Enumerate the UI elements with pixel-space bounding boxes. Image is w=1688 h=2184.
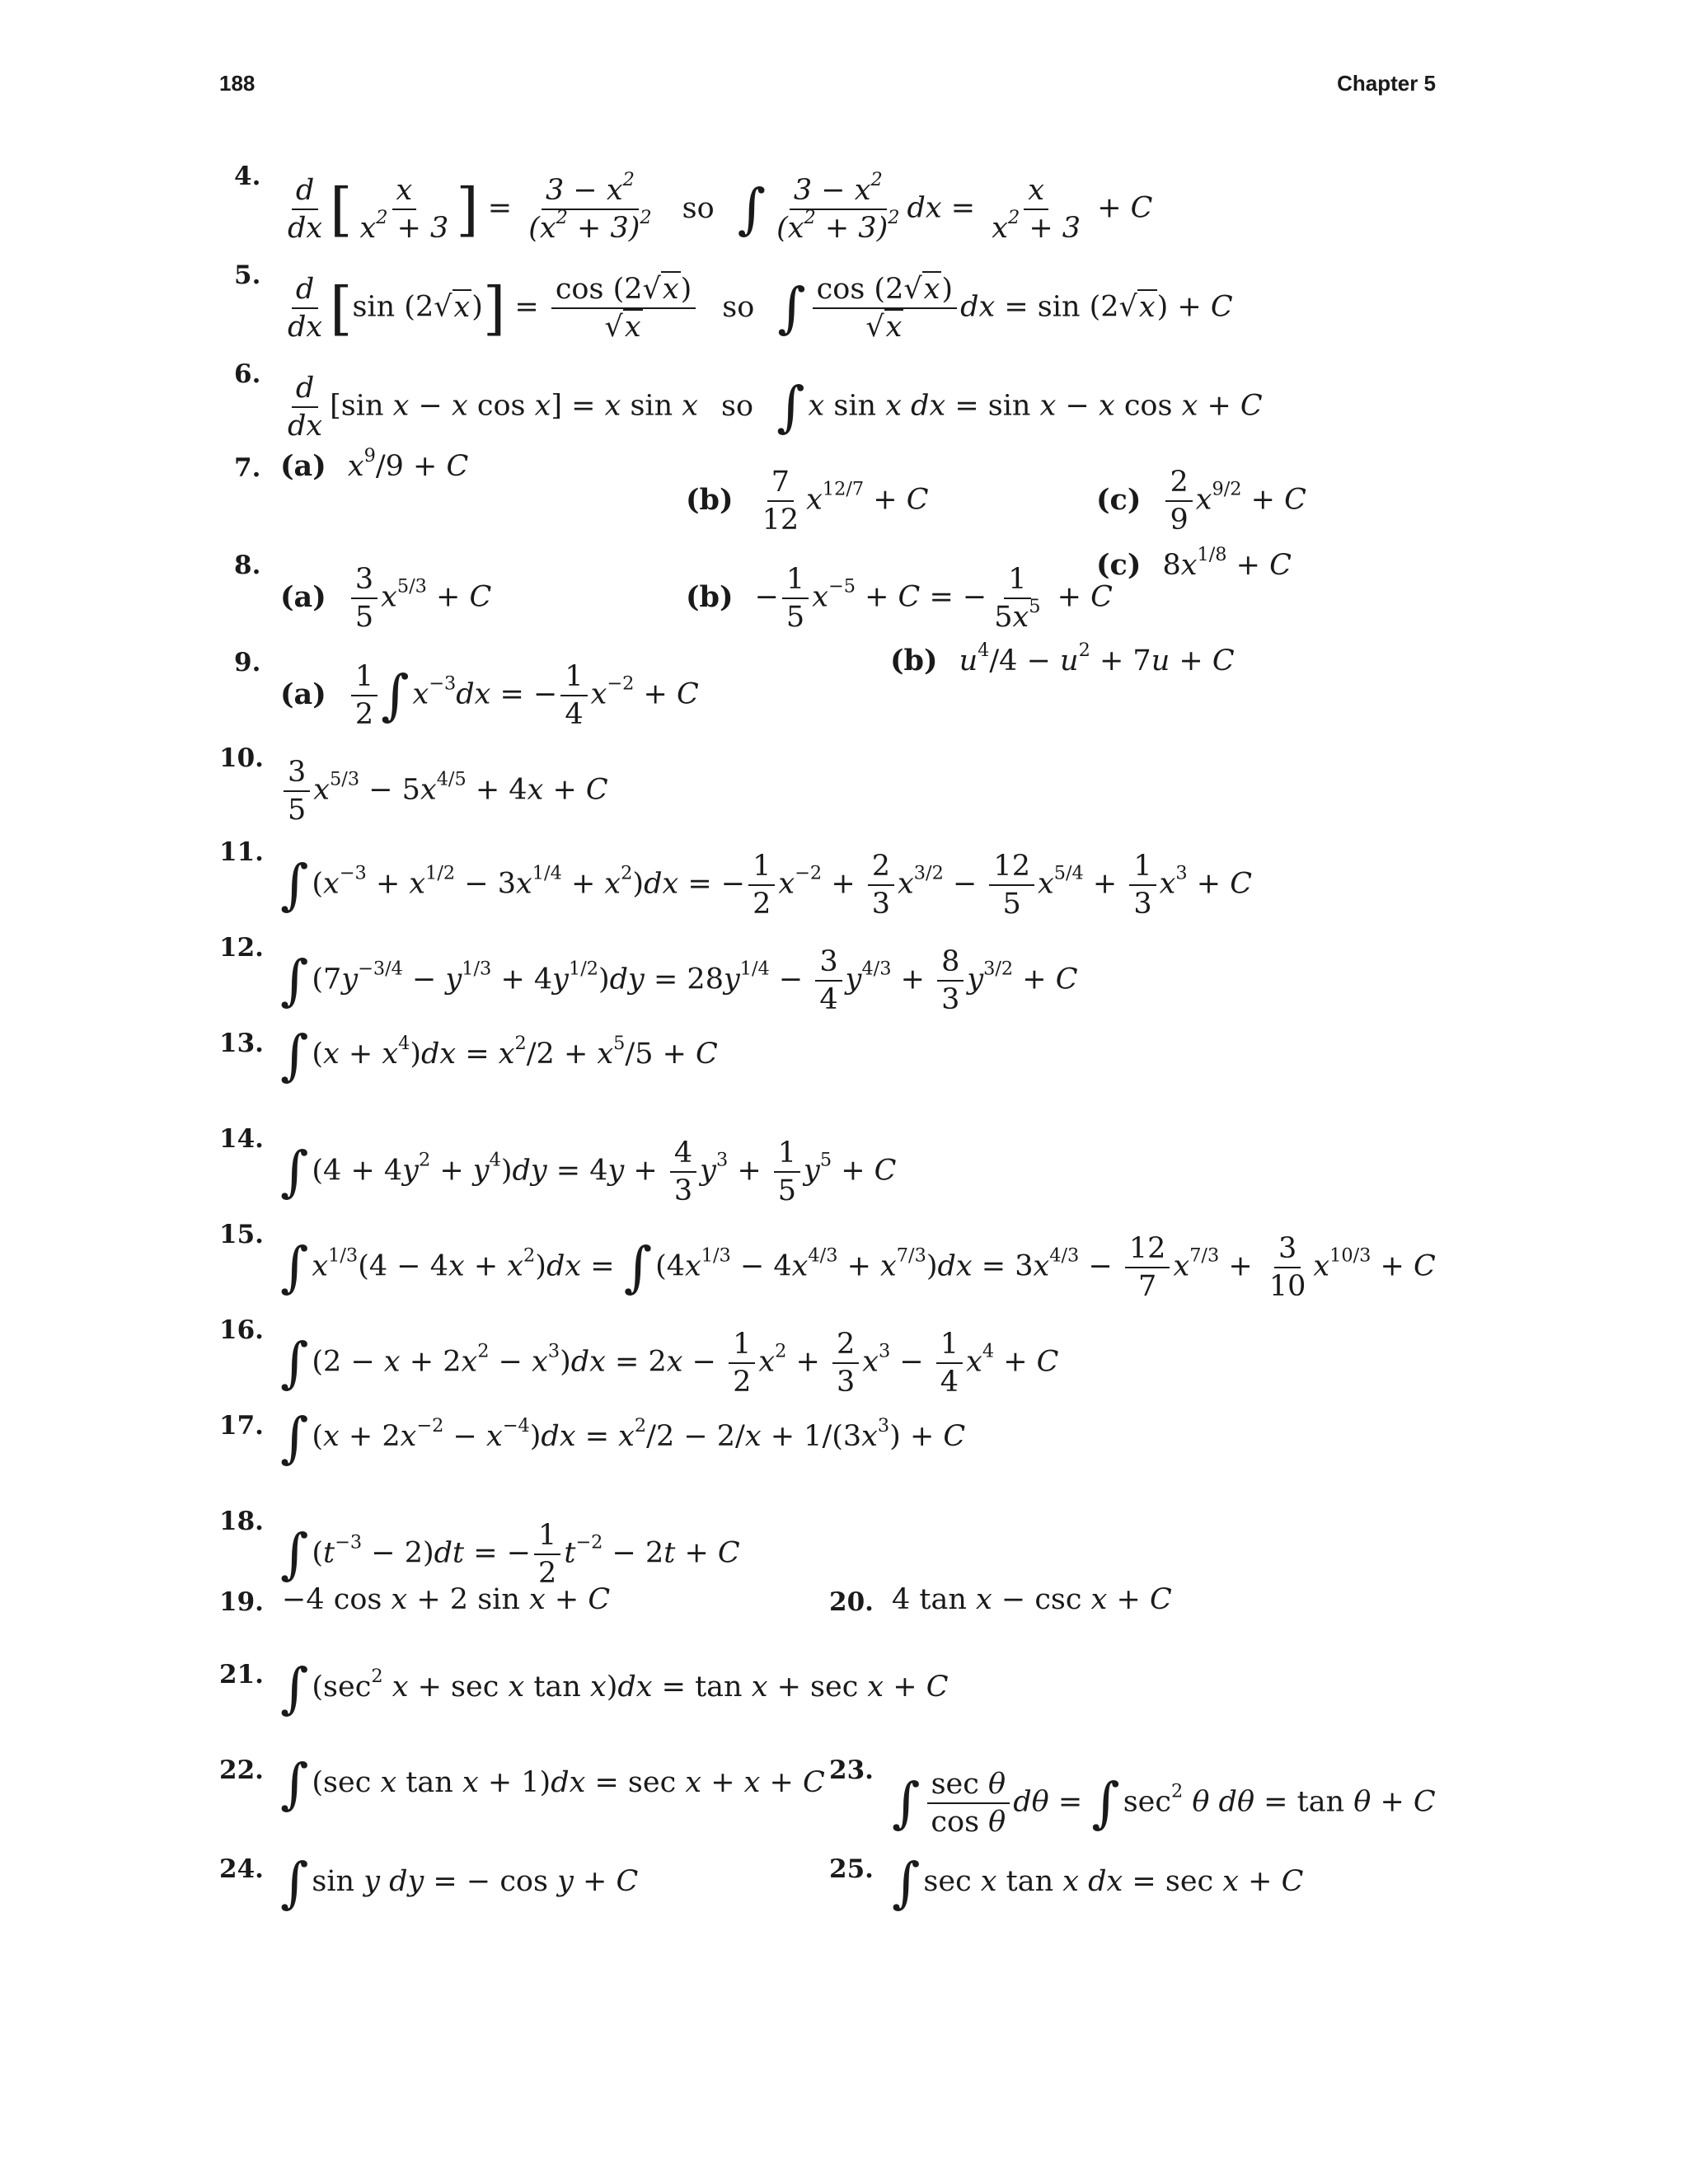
problem-15-answer: ∫ $x^{1/3}(4 - 4x + x^2)dx$ = ∫ $(4x^{1/3} - 4x^{4/3} + x^{7/3})dx = 3x^{4/3}$ − $\frac{12}{7}$ $x^{7/3}$ + $\frac{3}{10}$ $x^{10/3} + C$ bbox=[280, 1232, 1436, 1303]
problem-4-answer: $\frac{d}{dx}$ [ $\frac{x}{x^2 + 3}$ ] = $\frac{3 - x^2}{(x^2 + 3)^2}$ so ∫ $\frac{3 - x^2}{(x^2 + 3)^2}$ dx = $\frac{x}{x^2 + 3}$ + C bbox=[288, 169, 1153, 245]
problem-10-answer: $\frac{3}{5}$ $x^{5/3} - 5x^{4/5} + 4x + C$ bbox=[280, 757, 608, 826]
problem-5-answer: $\frac{d}{dx}$ [sin (2√x)] = $\frac{\cos (2√x)}{√x}$ so ∫ $\frac{\cos (2√x)}{√x}$ dx = sin (2√x) + C bbox=[288, 273, 1233, 344]
so-word: so bbox=[722, 290, 755, 324]
problem-11-answer: ∫ $(x^{-3} + x^{1/2} - 3x^{1/4} + x^2)dx$ = − $\frac{1}{2}$ $x^{-2}$ + $\frac{2}{3}$ $x^{3/2}$ − $\frac{12}{5}$ $x^{5/4}$ + $\frac{1}{3}$ $x^3 + C$ bbox=[280, 850, 1252, 921]
problem-17-answer: ∫ $(x + 2x^{-2} - x^{-4})dx = x^2/2 - 2/x + 1/(3x^3) + C$ bbox=[280, 1405, 966, 1469]
problem-21-answer: ∫ ($\sec^2$ x + sec x tan x)dx = tan x + sec x + C bbox=[280, 1656, 949, 1720]
problem-6-answer: $\frac{d}{dx}$ [sin x − x cos x] = x sin x so ∫ x sin x dx = sin x − x cos x + C bbox=[288, 372, 1263, 443]
problem-7a: (a) $x^9/9 + C$ bbox=[280, 445, 469, 483]
problem-7b: (b) $\frac{7}{12}$ $x^{12/7} + C$ bbox=[686, 466, 929, 537]
problem-5-number: 5. bbox=[234, 260, 261, 290]
problem-13-number: 13. bbox=[219, 1029, 264, 1058]
problem-16-answer: ∫ $(2 - x + 2x^2 - x^3)dx = 2x$ − $\frac{1}{2}$ $x^2$ + $\frac{2}{3}$ $x^3$ − $\frac{1}{4}$ $x^4 + C$ bbox=[280, 1328, 1059, 1399]
problem-25-number: 25. bbox=[829, 1854, 874, 1884]
problem-12-number: 12. bbox=[219, 933, 264, 963]
problem-22-answer: ∫ (sec x tan x + 1)dx = sec x + x + C bbox=[280, 1751, 825, 1816]
problem-24-number: 24. bbox=[219, 1854, 264, 1884]
page-number: 188 bbox=[219, 71, 256, 96]
problem-8-number: 8. bbox=[234, 551, 261, 580]
problem-8b: (b) − $\frac{1}{5}$ $x^{-5} + C$ = − $\frac{1}{5x^5}$ + C bbox=[686, 563, 1113, 634]
problem-14-number: 14. bbox=[219, 1124, 264, 1154]
problem-20-number: 20. bbox=[829, 1587, 874, 1617]
problem-7c: (c) $\frac{2}{9}$ $x^{9/2} + C$ bbox=[1096, 466, 1306, 537]
so-word: so bbox=[682, 191, 715, 225]
chapter-heading: Chapter 5 bbox=[1337, 71, 1436, 96]
problem-23-answer: ∫ $\frac{\text{sec θ}}{\text{cos θ}}$ dθ = ∫ $\sec^2 \theta$ dθ = tan θ + C bbox=[892, 1768, 1436, 1839]
problem-17-number: 17. bbox=[219, 1411, 264, 1441]
problem-11-number: 11. bbox=[219, 837, 264, 867]
problem-10-number: 10. bbox=[219, 743, 264, 773]
problem-20-answer: 4 tan x − csc x + C bbox=[892, 1583, 1172, 1616]
problem-9-number: 9. bbox=[234, 648, 261, 677]
so-word: so bbox=[721, 389, 754, 423]
problem-16-number: 16. bbox=[219, 1315, 264, 1345]
problem-14-answer: ∫ $(4 + 4y^2 + y^4)dy = 4y$ + $\frac{4}{3}$ $y^3$ + $\frac{1}{5}$ $y^5 + C$ bbox=[280, 1137, 897, 1207]
problem-25-answer: ∫ sec x tan x dx = sec x + C bbox=[892, 1850, 1304, 1915]
problem-7-number: 7. bbox=[234, 453, 261, 483]
problem-12-answer: ∫ $(7y^{-3/4} - y^{1/3} + 4y^{1/2})dy = 28y^{1/4}$ − $\frac{3}{4}$ $y^{4/3}$ + $\frac{8}{3}$ $y^{3/2} + C$ bbox=[280, 945, 1078, 1016]
problem-4-number: 4. bbox=[234, 162, 261, 191]
problem-9b: (b) $u^4/4 - u^2 + 7u + C$ bbox=[890, 640, 1235, 677]
problem-24-answer: ∫ sin y dy = − cos y + C bbox=[280, 1850, 639, 1915]
problem-8a: (a) $\frac{3}{5}$ $x^{5/3} + C$ bbox=[280, 563, 492, 634]
problem-6-number: 6. bbox=[234, 359, 261, 389]
problem-13-answer: ∫ $(x + x^4)dx = x^2/2 + x^5/5 + C$ bbox=[280, 1023, 718, 1087]
problem-19-number: 19. bbox=[219, 1587, 264, 1617]
problem-21-number: 21. bbox=[219, 1660, 264, 1690]
problem-19-answer: −4 cos x + 2 sin x + C bbox=[282, 1583, 611, 1616]
problem-15-number: 15. bbox=[219, 1220, 264, 1249]
problem-9a: (a) $\frac{1}{2}$ ∫ $x^{-3}dx$ = − $\frac{1}{4}$ $x^{-2} + C$ bbox=[280, 660, 699, 731]
problem-18-answer: ∫ $(t^{-3} - 2)dt$ = − $\frac{1}{2}$ $t^{-2} - 2t + C$ bbox=[280, 1519, 740, 1590]
problem-18-number: 18. bbox=[219, 1507, 264, 1536]
problem-23-number: 23. bbox=[829, 1755, 874, 1785]
problem-8c: (c) $8x^{1/8} + C$ bbox=[1096, 544, 1292, 582]
problem-22-number: 22. bbox=[219, 1755, 264, 1785]
